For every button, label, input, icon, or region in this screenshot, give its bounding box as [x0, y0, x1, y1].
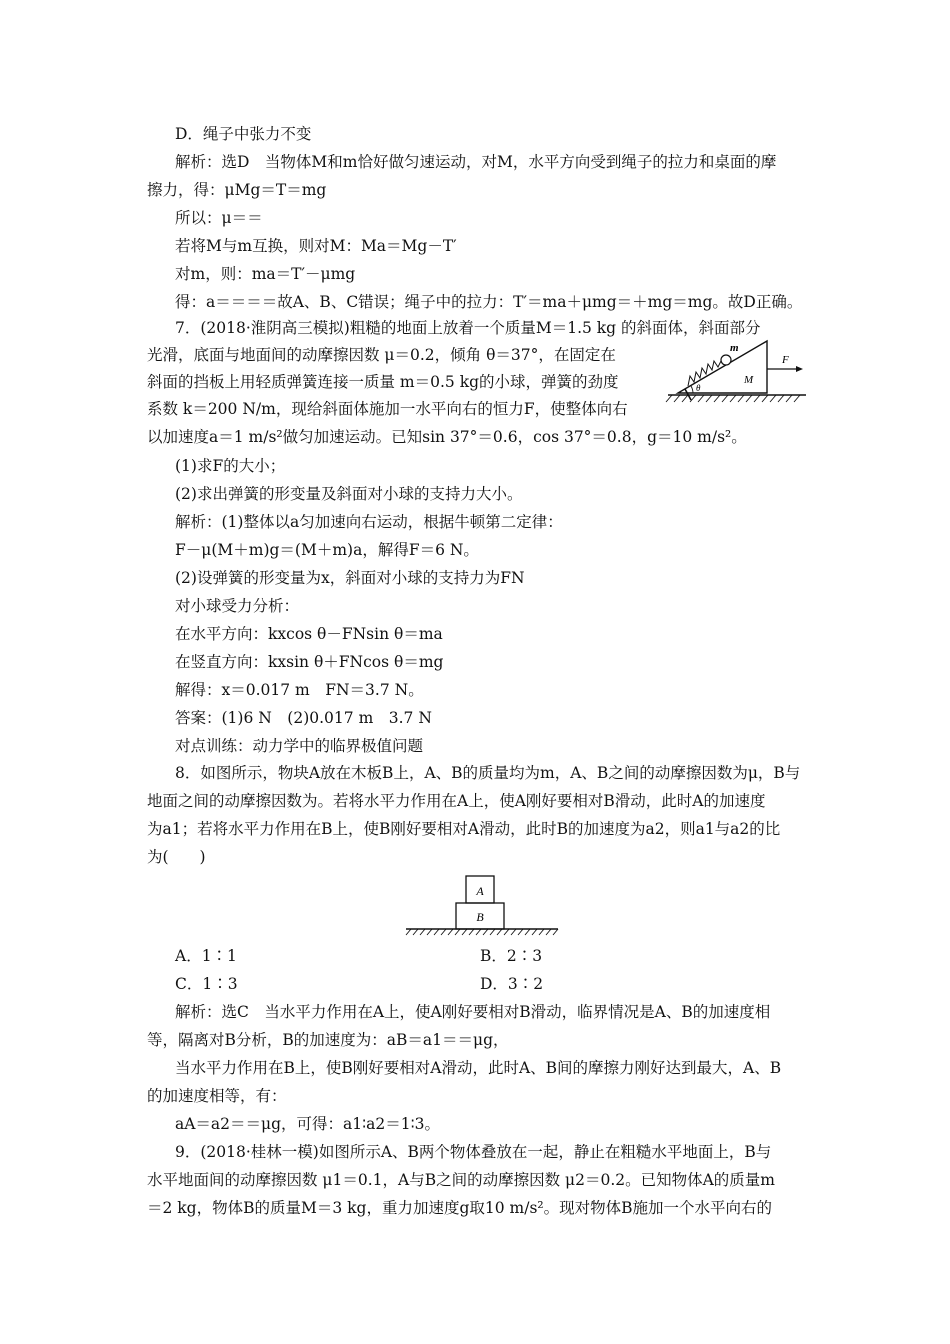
text-line: 对小球受力分析： [175, 597, 300, 615]
text-line: (1)求F的大小； [175, 457, 286, 475]
option-d: D．3∶2 [480, 975, 544, 993]
text-line: 为( ) [147, 848, 206, 866]
text-line: 系数 k＝200 N/m，现给斜面体施加一水平向右的恒力F，使整体向右 [147, 400, 628, 418]
text-line: 若将M与m互换，则对M：Ma＝Mg－T′ [175, 237, 457, 255]
text-line: 解析：(1)整体以a匀加速向右运动，根据牛顿第二定律： [175, 513, 563, 531]
option-b: B．2∶3 [480, 947, 543, 965]
ground-hatch [406, 929, 558, 935]
text-line: (2)设弹簧的形变量为x，斜面对小球的支持力为FN [175, 569, 525, 587]
M-label: M [744, 374, 754, 386]
incline-spring-figure [660, 336, 810, 412]
text-line: 擦力，得：μMg＝T＝mg [147, 181, 327, 199]
question-9-stem: 9．(2018·桂林一模)如图所示A、B两个物体叠放在一起，静止在粗糙水平地面上，B与 [175, 1143, 772, 1161]
option-c: C．1∶3 [175, 975, 238, 993]
text-line: 等，隔离对B分析，B的加速度为：aB＝a1＝＝μg， [147, 1031, 509, 1049]
incline-body [678, 341, 767, 393]
question-8-stem: 8．如图所示，物块A放在木板B上，A、B的质量均为m，A、B之间的动摩擦因数为μ，B与 [175, 764, 801, 782]
text-line: 当水平力作用在B上，使B刚好要相对A滑动，此时A、B间的摩擦力刚好达到最大，A、B [175, 1059, 782, 1077]
ground-hatch [666, 395, 800, 402]
F-label: F [782, 354, 789, 366]
text-line: 对m，则：ma＝T′－μmg [175, 265, 356, 283]
text-line: 的加速度相等，有： [147, 1087, 287, 1105]
angle-arc [691, 386, 693, 393]
text-line: 解析：选C 当水平力作用在A上，使A刚好要相对B滑动，临界情况是A、B的加速度相 [175, 1003, 771, 1021]
text-line: 在竖直方向：kxsin θ＋FNcos θ＝mg [175, 653, 444, 671]
text-line: F－μ(M＋m)g＝(M＋m)a，解得F＝6 N。 [175, 541, 479, 559]
text-line: aA＝a2＝＝μg，可得：a1∶a2＝1∶3。 [175, 1115, 441, 1133]
text-line: 解得：x＝0.017 m FN＝3.7 N。 [175, 681, 424, 699]
text-line: (2)求出弹簧的形变量及斜面对小球的支持力大小。 [175, 485, 523, 503]
block-a-label: A [476, 884, 484, 898]
block-b-label: B [476, 910, 484, 924]
spring [688, 361, 721, 386]
text-line: 水平地面间的动摩擦因数 μ1＝0.1，A与B之间的动摩擦因数 μ2＝0.2。已知物体A的质量m [147, 1171, 776, 1189]
text-line: 为a1；若将水平力作用在B上，使B刚好要相对A滑动，此时B的加速度为a2，则a1与a2的比 [147, 820, 781, 838]
m-label: m [730, 342, 739, 354]
stacked-blocks-figure [402, 870, 562, 938]
text-line: D．绳子中张力不变 [175, 125, 312, 143]
force-arrowhead [796, 366, 803, 372]
section-heading: 对点训练：动力学中的临界极值问题 [175, 737, 424, 755]
text-line: ＝2 kg，物体B的质量M＝3 kg，重力加速度g取10 m/s²。现对物体B施加一个水平向右的 [147, 1199, 773, 1217]
text-line: 地面之间的动摩擦因数为。若将水平力作用在A上，使A刚好要相对B滑动，此时A的加速度 [147, 792, 766, 810]
text-line: 所以：μ＝＝ [175, 209, 263, 227]
text-line: 解析：选D 当物体M和m恰好做匀速运动，对M，水平方向受到绳子的拉力和桌面的摩 [175, 153, 777, 171]
question-7-stem: 7．(2018·淮阴高三模拟)粗糙的地面上放着一个质量M＝1.5 kg 的斜面体，斜面部分 [175, 319, 761, 337]
text-line: 斜面的挡板上用轻质弹簧连接一质量 m＝0.5 kg的小球，弹簧的劲度 [147, 373, 619, 391]
text-line: 光滑，底面与地面间的动摩擦因数 μ＝0.2，倾角 θ＝37°，在固定在 [147, 346, 616, 364]
text-line: 在水平方向：kxcos θ－FNsin θ＝ma [175, 625, 443, 643]
text-line: 以加速度a＝1 m/s²做匀加速运动。已知sin 37°＝0.6，cos 37°＝0.8，g＝10 m/s²。 [147, 428, 747, 446]
ball [721, 355, 731, 365]
option-a: A．1∶1 [175, 947, 237, 965]
answer-line: 答案：(1)6 N (2)0.017 m 3.7 N [175, 709, 432, 727]
theta-label: θ [696, 383, 701, 393]
text-line: 得：a＝＝＝＝故A、B、C错误；绳子中的拉力：T′＝ma＋μmg＝＋mg＝mg。故D正确。 [175, 293, 803, 311]
